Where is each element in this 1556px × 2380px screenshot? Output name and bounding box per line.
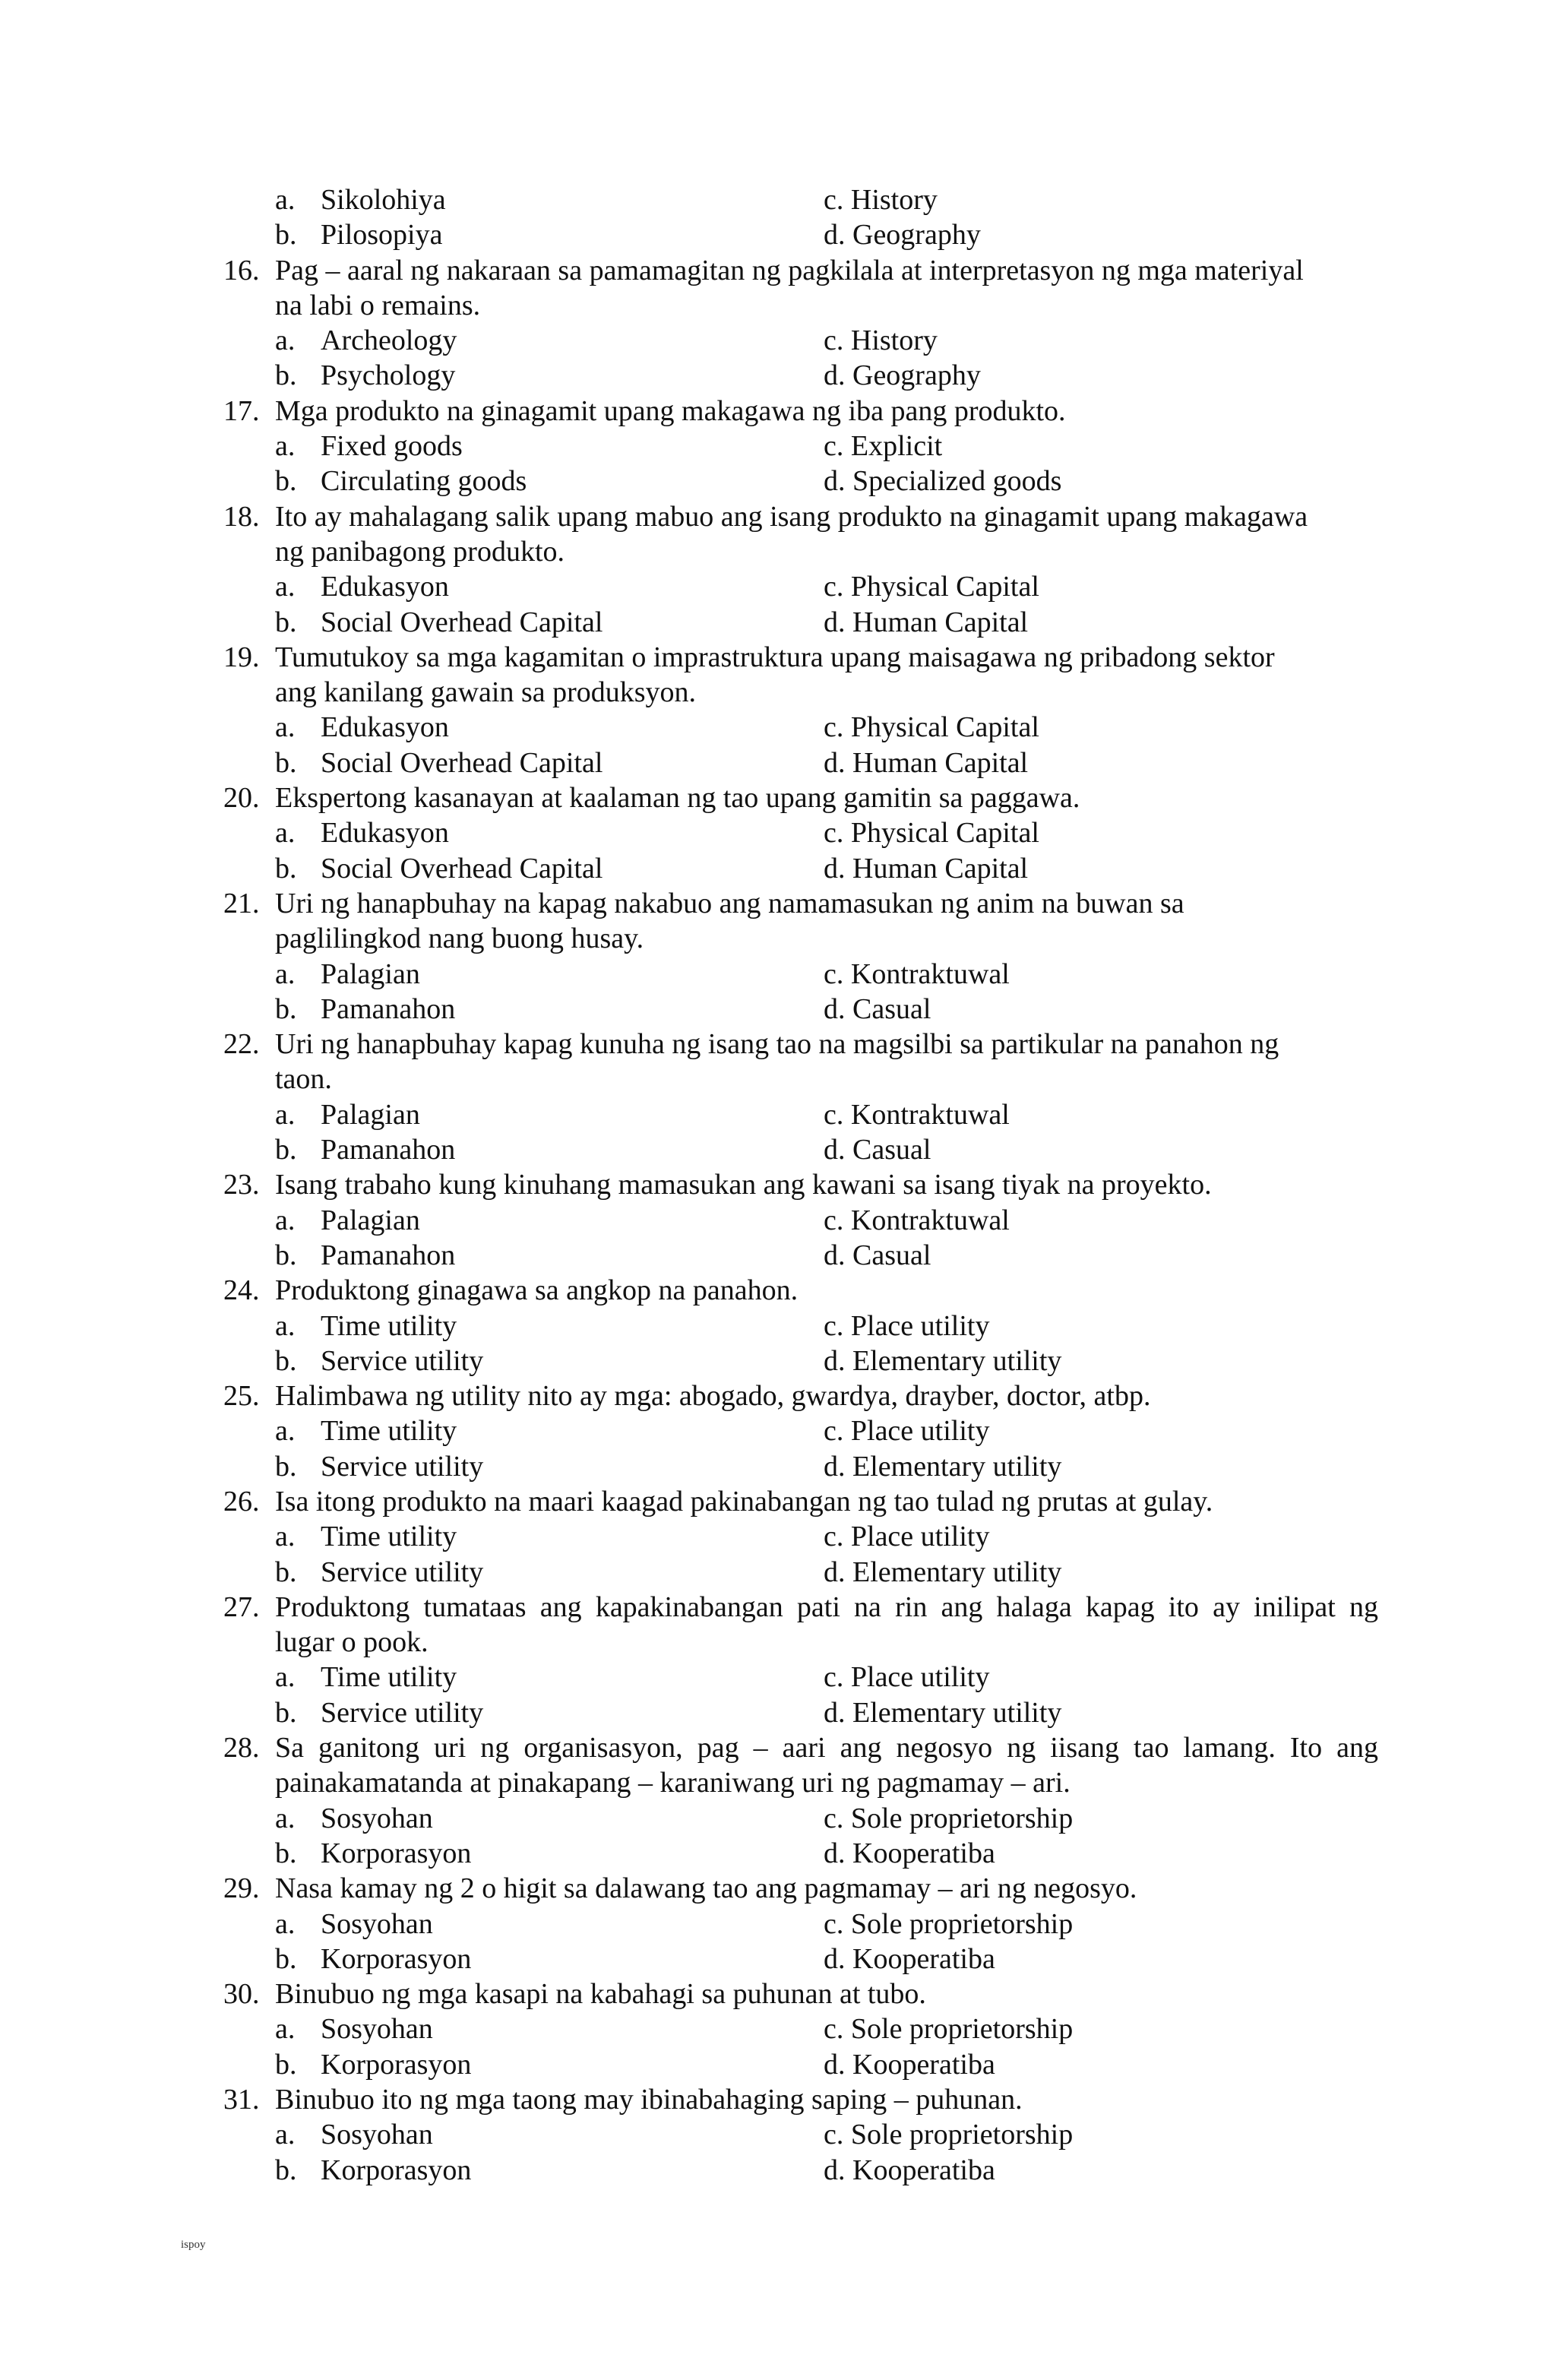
choice-right bbox=[824, 1519, 989, 1554]
answer-choices-row bbox=[223, 1555, 1378, 1590]
question-text-continued: painakamatanda at pinakapang – karaniwang uri ng pagmamay – ari. bbox=[275, 1767, 1071, 1799]
choice-letter: b. bbox=[275, 1837, 297, 1869]
question-line bbox=[223, 1590, 1378, 1625]
choice-text: Korporasyon bbox=[321, 1837, 472, 1869]
choice-letter: b. bbox=[275, 219, 297, 252]
choice-text: Pilosopiya bbox=[321, 219, 443, 252]
choice-text: Human Capital bbox=[852, 606, 1029, 638]
choice-letter: d. bbox=[824, 852, 846, 885]
choice-text: Human Capital bbox=[852, 746, 1029, 779]
choice-text: Psychology bbox=[321, 359, 456, 392]
choice-letter: b. bbox=[275, 1556, 297, 1588]
choice-text: Time utility bbox=[321, 1415, 457, 1448]
choice-text: Palagian bbox=[321, 957, 420, 990]
choice-text: Pamanahon bbox=[321, 992, 456, 1025]
choice-letter: a. bbox=[275, 1204, 296, 1236]
choice-right bbox=[824, 1555, 1061, 1590]
answer-choices-row bbox=[223, 182, 1378, 217]
choice-letter: a. bbox=[275, 1309, 296, 1342]
answer-choices-row bbox=[223, 1343, 1378, 1378]
choice-letter: c. bbox=[824, 2119, 844, 2151]
question-text: Isang trabaho kung kinuhang mamasukan ang kawani sa isang tiyak na proyekto. bbox=[275, 1169, 1212, 1201]
question-text: Mga produkto na ginagamit upang makagawa ng iba pang produkto. bbox=[275, 394, 1066, 427]
answer-choices-row bbox=[223, 217, 1378, 252]
choice-text: Geography bbox=[852, 219, 981, 252]
choice-text: Fixed goods bbox=[321, 430, 463, 463]
choice-text: Sosyohan bbox=[321, 2119, 433, 2151]
question-number: 28. bbox=[223, 1732, 260, 1764]
answer-choices-row bbox=[223, 429, 1378, 464]
question-text-continued: na labi o remains. bbox=[275, 289, 481, 321]
choice-letter: c. bbox=[824, 817, 844, 850]
answer-choices-row bbox=[223, 1413, 1378, 1448]
question-line bbox=[223, 886, 1378, 921]
choice-right bbox=[824, 1413, 989, 1448]
question-text: Halimbawa ng utility nito ay mga: abogado, gwardya, drayber, doctor, atbp. bbox=[275, 1380, 1151, 1413]
choice-right bbox=[824, 1907, 1073, 1942]
question-number: 27. bbox=[223, 1590, 260, 1623]
question-number: 26. bbox=[223, 1485, 260, 1518]
choice-letter: a. bbox=[275, 817, 296, 850]
choice-letter: c. bbox=[824, 1802, 844, 1834]
choice-text: Pamanahon bbox=[321, 1134, 456, 1166]
question-number: 29. bbox=[223, 1872, 260, 1905]
question-number: 16. bbox=[223, 254, 260, 286]
question-line bbox=[223, 253, 1378, 288]
choice-letter: b. bbox=[275, 2048, 297, 2081]
choice-letter: a. bbox=[275, 2013, 296, 2046]
choice-right bbox=[824, 1801, 1073, 1836]
choice-right bbox=[824, 1836, 995, 1871]
answer-choices-row bbox=[223, 1309, 1378, 1343]
answer-choices-row bbox=[223, 1907, 1378, 1942]
answer-choices-row bbox=[223, 1695, 1378, 1730]
choice-right bbox=[824, 710, 1039, 745]
answer-choices-row bbox=[223, 1097, 1378, 1132]
choice-text: Edukasyon bbox=[321, 711, 449, 744]
question-number: 22. bbox=[223, 1028, 260, 1061]
choice-right bbox=[824, 1097, 1010, 1132]
choice-right bbox=[824, 358, 981, 393]
choice-text: Elementary utility bbox=[852, 1450, 1062, 1483]
quiz-content bbox=[223, 182, 1378, 2188]
choice-right bbox=[824, 992, 931, 1027]
question-line bbox=[223, 1871, 1378, 1906]
choice-letter: b. bbox=[275, 852, 297, 885]
choice-letter: d. bbox=[824, 1837, 846, 1869]
answer-choices-row bbox=[223, 1132, 1378, 1167]
choice-text: Place utility bbox=[850, 1661, 990, 1694]
question-text: Produktong ginagawa sa angkop na panahon. bbox=[275, 1274, 799, 1307]
question-number: 17. bbox=[223, 394, 260, 427]
question-number: 24. bbox=[223, 1274, 260, 1307]
choice-text: Korporasyon bbox=[321, 2154, 472, 2186]
question-text-continued: lugar o pook. bbox=[275, 1626, 429, 1659]
choice-letter: c. bbox=[824, 1415, 844, 1448]
choice-letter: d. bbox=[824, 1556, 846, 1588]
choice-text: Sole proprietorship bbox=[850, 1802, 1074, 1834]
choice-right bbox=[824, 2011, 1073, 2046]
choice-text: Social Overhead Capital bbox=[321, 852, 603, 885]
choice-letter: d. bbox=[824, 2154, 846, 2186]
answer-choices-row bbox=[223, 1238, 1378, 1273]
choice-letter: c. bbox=[824, 1907, 844, 1940]
choice-letter: c. bbox=[824, 1309, 844, 1342]
question-line bbox=[223, 1378, 1378, 1413]
question-text: Tumutukoy sa mga kagamitan o imprastruktura upang maisagawa ng pribadong sektor bbox=[275, 641, 1275, 673]
choice-letter: d. bbox=[824, 2048, 846, 2081]
choice-right bbox=[824, 1203, 1010, 1238]
choice-text: Physical Capital bbox=[850, 711, 1039, 744]
answer-choices-row bbox=[223, 358, 1378, 393]
choice-text: Archeology bbox=[321, 324, 457, 357]
choice-letter: a. bbox=[275, 957, 296, 990]
question-number: 19. bbox=[223, 641, 260, 673]
question-text-continued: ng panibagong produkto. bbox=[275, 535, 565, 568]
choice-letter: b. bbox=[275, 465, 297, 498]
question-line bbox=[223, 1167, 1378, 1202]
answer-choices-row bbox=[223, 992, 1378, 1027]
choice-text: History bbox=[850, 324, 938, 357]
question-line bbox=[223, 499, 1378, 534]
question-line bbox=[223, 780, 1378, 815]
choice-right bbox=[824, 2047, 995, 2082]
choice-text: Circulating goods bbox=[321, 465, 527, 498]
answer-choices-row bbox=[223, 851, 1378, 886]
choice-letter: b. bbox=[275, 1696, 297, 1729]
choice-letter: c. bbox=[824, 1204, 844, 1236]
choice-text: Sole proprietorship bbox=[850, 2119, 1074, 2151]
choice-text: Kontraktuwal bbox=[850, 1204, 1010, 1236]
choice-text: Pamanahon bbox=[321, 1239, 456, 1271]
answer-choices-row bbox=[223, 2011, 1378, 2046]
choice-right bbox=[824, 815, 1039, 850]
choice-right bbox=[824, 429, 942, 464]
choice-right bbox=[824, 323, 938, 358]
question-number: 25. bbox=[223, 1380, 260, 1413]
choice-text: Edukasyon bbox=[321, 571, 449, 603]
answer-choices-row bbox=[223, 464, 1378, 498]
question-text-continued: taon. bbox=[275, 1063, 332, 1096]
choice-text: Service utility bbox=[321, 1450, 484, 1483]
choice-text: Elementary utility bbox=[852, 1556, 1062, 1588]
choice-right bbox=[824, 605, 1028, 640]
choice-text: Social Overhead Capital bbox=[321, 606, 603, 638]
choice-letter: b. bbox=[275, 606, 297, 638]
answer-choices-row bbox=[223, 1836, 1378, 1871]
choice-letter: d. bbox=[824, 219, 846, 252]
choice-letter: a. bbox=[275, 1661, 296, 1694]
choice-right bbox=[824, 745, 1028, 780]
choice-text: Palagian bbox=[321, 1204, 420, 1236]
choice-letter: d. bbox=[824, 1942, 846, 1975]
answer-choices-row bbox=[223, 710, 1378, 745]
choice-letter: c. bbox=[824, 184, 844, 216]
choice-text: Kooperatiba bbox=[852, 1942, 995, 1975]
choice-text: Edukasyon bbox=[321, 817, 449, 850]
question-text: Sa ganitong uri ng organisasyon, pag – aari ang negosyo ng iisang tao lamang. Ito ang bbox=[275, 1732, 1378, 1764]
answer-choices-row bbox=[223, 815, 1378, 850]
choice-letter: c. bbox=[824, 324, 844, 357]
answer-choices-row bbox=[223, 605, 1378, 640]
choice-letter: a. bbox=[275, 184, 296, 216]
question-number: 21. bbox=[223, 887, 260, 919]
choice-letter: a. bbox=[275, 1098, 296, 1131]
choice-right bbox=[824, 1695, 1061, 1730]
question-text: Isa itong produkto na maari kaagad pakinabangan ng tao tulad ng prutas at gulay. bbox=[275, 1485, 1213, 1518]
answer-choices-row bbox=[223, 1801, 1378, 1836]
question-text: Binubuo ito ng mga taong may ibinabahaging saping – puhunan. bbox=[275, 2084, 1023, 2116]
choice-text: Sole proprietorship bbox=[850, 2013, 1074, 2046]
question-line bbox=[223, 1273, 1378, 1308]
choice-letter: c. bbox=[824, 711, 844, 744]
choice-letter: b. bbox=[275, 992, 297, 1025]
choice-text: Sosyohan bbox=[321, 1907, 433, 1940]
choice-text: Time utility bbox=[321, 1309, 457, 1342]
choice-text: Elementary utility bbox=[852, 1344, 1062, 1377]
question-line bbox=[223, 394, 1378, 429]
choice-letter: a. bbox=[275, 1802, 296, 1834]
choice-text: Time utility bbox=[321, 1521, 457, 1553]
answer-choices-row bbox=[223, 2117, 1378, 2152]
question-line bbox=[223, 640, 1378, 675]
choice-letter: d. bbox=[824, 359, 846, 392]
choice-letter: b. bbox=[275, 1239, 297, 1271]
choice-text: History bbox=[850, 184, 938, 216]
choice-right bbox=[824, 2153, 995, 2188]
question-number: 20. bbox=[223, 782, 260, 815]
choice-text: Kontraktuwal bbox=[850, 957, 1010, 990]
choice-letter: a. bbox=[275, 571, 296, 603]
answer-choices-row bbox=[223, 1203, 1378, 1238]
choice-text: Specialized goods bbox=[852, 465, 1062, 498]
choice-letter: d. bbox=[824, 1344, 846, 1377]
choice-letter: b. bbox=[275, 746, 297, 779]
answer-choices-row bbox=[223, 1519, 1378, 1554]
question-number: 30. bbox=[223, 1978, 260, 2011]
choice-text: Service utility bbox=[321, 1344, 484, 1377]
answer-choices-row bbox=[223, 2047, 1378, 2082]
choice-right bbox=[824, 2117, 1073, 2152]
question-text: Uri ng hanapbuhay na kapag nakabuo ang namamasukan ng anim na buwan sa bbox=[275, 887, 1184, 919]
choice-text: Explicit bbox=[850, 430, 943, 463]
choice-text: Casual bbox=[852, 1134, 931, 1166]
choice-letter: d. bbox=[824, 992, 846, 1025]
choice-right bbox=[824, 1132, 931, 1167]
choice-right bbox=[824, 1343, 1061, 1378]
choice-letter: d. bbox=[824, 606, 846, 638]
choice-text: Kooperatiba bbox=[852, 1837, 995, 1869]
choice-letter: d. bbox=[824, 1134, 846, 1166]
choice-text: Palagian bbox=[321, 1098, 420, 1131]
choice-text: Sikolohiya bbox=[321, 184, 446, 216]
choice-letter: c. bbox=[824, 571, 844, 603]
question-text: Nasa kamay ng 2 o higit sa dalawang tao ang pagmamay – ari ng negosyo. bbox=[275, 1872, 1137, 1905]
answer-choices-row bbox=[223, 2153, 1378, 2188]
choice-text: Human Capital bbox=[852, 852, 1029, 885]
choice-right bbox=[824, 957, 1010, 992]
choice-text: Casual bbox=[852, 992, 931, 1025]
question-number: 18. bbox=[223, 500, 260, 533]
choice-right bbox=[824, 217, 981, 252]
answer-choices-row bbox=[223, 569, 1378, 604]
choice-letter: d. bbox=[824, 1696, 846, 1729]
choice-letter: b. bbox=[275, 1134, 297, 1166]
question-text: Ekspertong kasanayan at kaalaman ng tao upang gamitin sa paggawa. bbox=[275, 782, 1080, 815]
choice-text: Kontraktuwal bbox=[850, 1098, 1010, 1131]
question-text: Produktong tumataas ang kapakinabangan pati na rin ang halaga kapag ito ay inilipat ng bbox=[275, 1590, 1378, 1623]
choice-letter: a. bbox=[275, 324, 296, 357]
choice-right bbox=[824, 464, 1061, 498]
choice-letter: b. bbox=[275, 1450, 297, 1483]
choice-right bbox=[824, 1309, 989, 1343]
choice-letter: b. bbox=[275, 2154, 297, 2186]
choice-letter: b. bbox=[275, 1942, 297, 1975]
choice-text: Service utility bbox=[321, 1696, 484, 1729]
choice-letter: a. bbox=[275, 2119, 296, 2151]
question-text: Ito ay mahalagang salik upang mabuo ang isang produkto na ginagamit upang makagawa bbox=[275, 500, 1308, 533]
choice-text: Service utility bbox=[321, 1556, 484, 1588]
choice-letter: d. bbox=[824, 1450, 846, 1483]
choice-right bbox=[824, 1238, 931, 1273]
choice-text: Casual bbox=[852, 1239, 931, 1271]
choice-letter: c. bbox=[824, 2013, 844, 2046]
answer-choices-row bbox=[223, 957, 1378, 992]
choice-text: Sosyohan bbox=[321, 2013, 433, 2046]
answer-choices-row bbox=[223, 323, 1378, 358]
footer-text: ispoy bbox=[181, 2239, 206, 2251]
choice-right bbox=[824, 851, 1028, 886]
choice-letter: a. bbox=[275, 1415, 296, 1448]
choice-text: Kooperatiba bbox=[852, 2154, 995, 2186]
question-line bbox=[223, 1027, 1378, 1062]
question-line bbox=[223, 2082, 1378, 2117]
choice-right bbox=[824, 182, 938, 217]
choice-text: Time utility bbox=[321, 1661, 457, 1694]
question-line bbox=[223, 1730, 1378, 1765]
question-text: Pag – aaral ng nakaraan sa pamamagitan ng pagkilala at interpretasyon ng mga materiyal bbox=[275, 254, 1304, 286]
choice-letter: c. bbox=[824, 1098, 844, 1131]
choice-text: Sosyohan bbox=[321, 1802, 433, 1834]
question-number: 31. bbox=[223, 2084, 260, 2116]
choice-right bbox=[824, 1449, 1061, 1484]
choice-text: Sole proprietorship bbox=[850, 1907, 1074, 1940]
question-line bbox=[223, 1976, 1378, 2011]
choice-letter: c. bbox=[824, 957, 844, 990]
choice-text: Place utility bbox=[850, 1415, 990, 1448]
question-text-continued: ang kanilang gawain sa produksyon. bbox=[275, 676, 697, 709]
choice-text: Elementary utility bbox=[852, 1696, 1062, 1729]
choice-letter: a. bbox=[275, 430, 296, 463]
choice-text: Geography bbox=[852, 359, 981, 392]
choice-right bbox=[824, 1942, 995, 1976]
choice-letter: c. bbox=[824, 430, 844, 463]
choice-letter: b. bbox=[275, 1344, 297, 1377]
choice-right bbox=[824, 1660, 989, 1695]
choice-letter: d. bbox=[824, 1239, 846, 1271]
choice-right bbox=[824, 569, 1039, 604]
choice-text: Kooperatiba bbox=[852, 2048, 995, 2081]
question-number: 23. bbox=[223, 1169, 260, 1201]
answer-choices-row bbox=[223, 745, 1378, 780]
choice-text: Korporasyon bbox=[321, 1942, 472, 1975]
choice-text: Korporasyon bbox=[321, 2048, 472, 2081]
answer-choices-row bbox=[223, 1942, 1378, 1976]
choice-letter: b. bbox=[275, 359, 297, 392]
question-text: Uri ng hanapbuhay kapag kunuha ng isang tao na magsilbi sa partikular na panahon ng bbox=[275, 1028, 1279, 1061]
choice-text: Social Overhead Capital bbox=[321, 746, 603, 779]
choice-letter: d. bbox=[824, 746, 846, 779]
question-text: Binubuo ng mga kasapi na kabahagi sa puhunan at tubo. bbox=[275, 1978, 926, 2011]
choice-letter: a. bbox=[275, 1907, 296, 1940]
choice-letter: c. bbox=[824, 1661, 844, 1694]
choice-text: Physical Capital bbox=[850, 817, 1039, 850]
choice-letter: a. bbox=[275, 1521, 296, 1553]
choice-letter: d. bbox=[824, 465, 846, 498]
choice-text: Place utility bbox=[850, 1309, 990, 1342]
choice-text: Physical Capital bbox=[850, 571, 1039, 603]
question-line bbox=[223, 1484, 1378, 1519]
choice-text: Place utility bbox=[850, 1521, 990, 1553]
answer-choices-row bbox=[223, 1449, 1378, 1484]
question-text-continued: paglilingkod nang buong husay. bbox=[275, 923, 644, 955]
answer-choices-row bbox=[223, 1660, 1378, 1695]
choice-letter: a. bbox=[275, 711, 296, 744]
choice-letter: c. bbox=[824, 1521, 844, 1553]
